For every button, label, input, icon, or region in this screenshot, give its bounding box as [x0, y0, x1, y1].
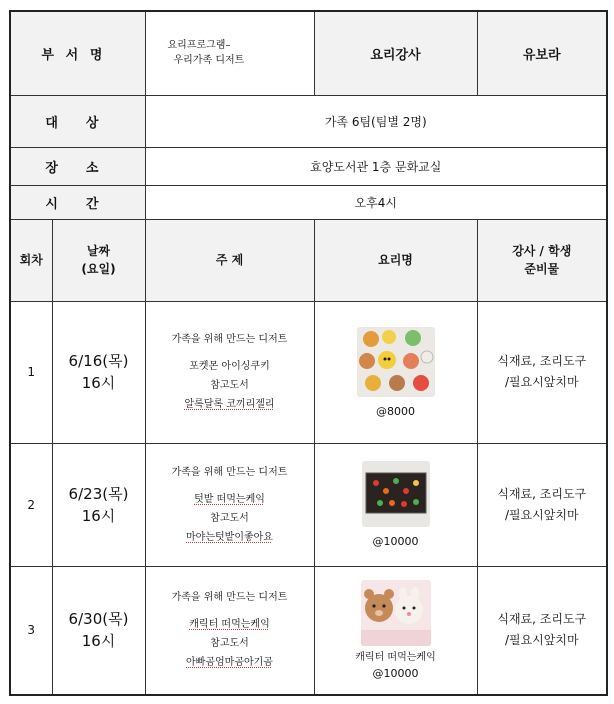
- session-date: [52, 301, 145, 443]
- session-date: [52, 566, 145, 695]
- session-topic: [145, 566, 314, 695]
- prep-line-2: /필요시앞치마: [504, 375, 579, 389]
- place-label: 장 소: [45, 160, 111, 176]
- prep-line-2: /필요시앞치마: [504, 633, 579, 648]
- col-topic-label: 주 제: [215, 253, 244, 267]
- session-prep: [477, 566, 607, 695]
- col-prep-header: [477, 219, 607, 301]
- topic-title: 가족을 위해 만드는 디저트: [171, 334, 288, 345]
- dish-photo-pokemon-cookies: [357, 327, 435, 397]
- col-dish-label: 요리명: [378, 253, 413, 267]
- instructor-name: 유보라: [522, 47, 561, 63]
- place-value: 효양도서관 1층 문화교실: [310, 159, 442, 174]
- session-date-value: 6/23(목): [68, 484, 129, 503]
- dept-label: 부서명: [41, 47, 115, 63]
- time-value-cell: [145, 185, 607, 219]
- program-name-cell: [145, 11, 314, 95]
- prep-line-2: /필요시앞치마: [504, 507, 579, 522]
- dish-price: @10000: [372, 535, 419, 548]
- time-label-cell: [10, 185, 145, 219]
- dish-photo-garden-cake: [362, 461, 430, 527]
- col-prep-label-1: 강사 / 학생: [512, 244, 572, 258]
- time-row: [10, 185, 607, 219]
- dish-label: 캐릭터 떠먹는케익: [355, 652, 436, 664]
- prep-line-1: 식재료, 조리도구: [497, 486, 587, 501]
- topic-ref: 참고도서: [210, 380, 249, 391]
- dish-price: @10000: [372, 667, 419, 681]
- session-dish: [314, 301, 477, 443]
- topic-book: 알록달록 코끼리젤리: [184, 399, 275, 410]
- dish-price: @8000: [376, 404, 415, 418]
- time-value: 오후4시: [354, 195, 397, 210]
- program-table: [9, 10, 608, 696]
- col-date-label-2: (요일): [81, 262, 116, 276]
- session-round: [10, 566, 52, 695]
- topic-dish: 포켓몬 아이싱쿠키: [189, 361, 270, 372]
- target-row: [10, 95, 607, 147]
- program-sheet: [9, 10, 606, 696]
- session-hour-value: 16시: [81, 632, 116, 651]
- place-value-cell: [145, 147, 607, 185]
- instructor-name-cell: [477, 11, 607, 95]
- col-topic-header: [145, 219, 314, 301]
- col-dish-header: [314, 219, 477, 301]
- dept-label-cell: [10, 11, 145, 95]
- place-label-cell: [10, 147, 145, 185]
- session-date-value: 6/30(목): [68, 610, 129, 629]
- topic-ref: 참고도서: [210, 638, 249, 650]
- session-round-value: 3: [27, 623, 36, 638]
- col-date-label-1: 날짜: [86, 244, 111, 258]
- col-prep-label-2: 준비물: [524, 262, 560, 276]
- session-topic: [145, 301, 314, 443]
- prep-line-1: 식재료, 조리도구: [497, 354, 587, 368]
- column-header-row: [10, 219, 607, 301]
- session-round: [10, 301, 52, 443]
- topic-book: 마야는텃밭이좋아요: [186, 531, 273, 543]
- program-line-2: 우리가족 디저트: [173, 55, 245, 67]
- col-round-header: [10, 219, 52, 301]
- place-row: [10, 147, 607, 185]
- session-hour-value: 16시: [81, 506, 116, 525]
- target-value-cell: [145, 95, 607, 147]
- session-round-value: 2: [27, 497, 36, 512]
- session-round: [10, 443, 52, 566]
- session-prep: [477, 301, 607, 443]
- session-row: [10, 443, 607, 566]
- instructor-label: 요리강사: [370, 47, 421, 63]
- session-row: [10, 566, 607, 695]
- session-hour-value: 16시: [81, 374, 116, 392]
- topic-title: 가족을 위해 만드는 디저트: [171, 592, 288, 604]
- topic-dish: 텃밭 떠먹는케익: [194, 493, 265, 505]
- session-dish: [314, 566, 477, 695]
- session-prep: [477, 443, 607, 566]
- session-row: [10, 301, 607, 443]
- target-value: 가족 6팀(팀별 2명): [324, 114, 427, 129]
- header-row: [10, 11, 607, 95]
- prep-line-1: 식재료, 조리도구: [497, 612, 587, 627]
- session-round-value: 1: [27, 365, 36, 379]
- col-date-header: [52, 219, 145, 301]
- target-label-cell: [10, 95, 145, 147]
- session-date: [52, 443, 145, 566]
- topic-ref: 참고도서: [210, 512, 249, 524]
- session-topic: [145, 443, 314, 566]
- time-label: 시 간: [45, 196, 111, 212]
- topic-book: 아빠곰엄마곰아기곰: [186, 657, 273, 669]
- instructor-label-cell: [314, 11, 477, 95]
- topic-dish: 캐릭터 떠먹는케익: [189, 619, 270, 631]
- col-round-label: 회차: [19, 253, 43, 267]
- session-dish: [314, 443, 477, 566]
- session-date-value: 6/16(목): [68, 352, 129, 370]
- target-label: 대 상: [45, 115, 111, 131]
- dish-photo-character-cake: [361, 580, 431, 646]
- topic-title: 가족을 위해 만드는 디저트: [171, 466, 288, 478]
- program-line-1: 요리프로그램–: [167, 40, 231, 52]
